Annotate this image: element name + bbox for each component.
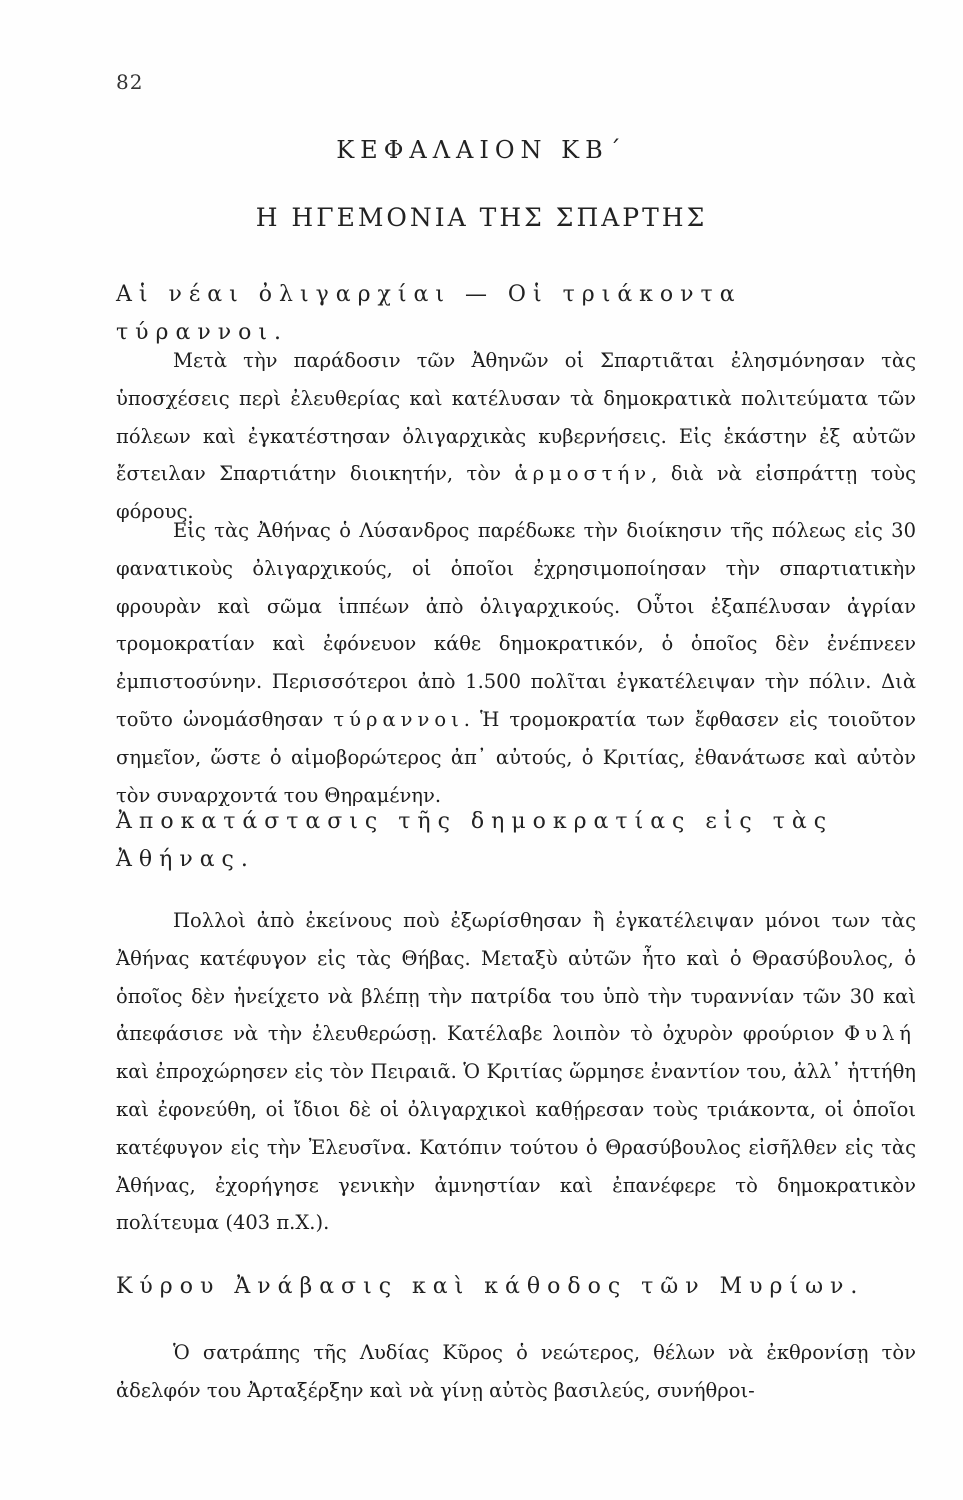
paragraph-text: Πολλοὶ ἀπὸ ἐκείνους ποὺ ἐξωρίσθησαν ἢ ἐγκατέλειψαν μόνοι των τὰς Ἀθήνας κατέφυγον εἰς τὰς Θήβας. Μεταξὺ αὐτῶν ἦτο καὶ ὁ Θρασύβουλος, ὁ ὁποῖος δὲν ἠνείχετο νὰ βλέπῃ τὴν πατρίδα του ὑπὸ τὴν τυραννίαν τῶν 30 καὶ ἀπεφάσισε νὰ τὴν ἐλευθερώσῃ. Κατέλαβε λοιπὸν τὸ ὀχυρὸν φρούριον xyxy=(116,909,916,1046)
paragraph-text: καὶ ἐπροχώρησεν εἰς τὸν Πειραιᾶ. Ὁ Κριτίας ὥρμησε ἐναντίον του, ἀλλ᾿ ἡττήθη καὶ ἐφονεύθη, οἱ ἴδιοι δὲ οἱ ὀλιγαρχικοὶ καθῄρεσαν τοὺς τριάκοντα, οἱ ὁποῖοι κατέφυγον εἰς τὴν Ἐλευσῖνα. Κατόπιν τούτου ὁ Θρασύβουλος εἰσῆλθεν εἰς τὰς Ἀθήνας, ἐχορήγησε γενικὴν ἀμνηστίαν καὶ ἐπανέφερε τὸ δημοκρατικὸν πολίτευμα (403 π.Χ.). xyxy=(116,1060,916,1235)
chapter-heading: ΚΕΦΑΛΑΙΟΝ ΚΒ΄ xyxy=(336,136,627,164)
paragraph-4 xyxy=(116,1334,916,1410)
paragraph-text: Εἰς τὰς Ἀθήνας ὁ Λύσανδρος παρέδωκε τὴν διοίκησιν τῆς πόλεως εἰς 30 φανατικοὺς ὀλιγαρχικούς, οἱ ὁποῖοι ἐχρησιμοποίησαν τὴν σπαρτιατικὴν φρουρὰν καὶ σῶμα ἱππέων ἀπὸ ὀλιγαρχικούς. Οὗτοι ἐξαπέλυσαν ἀγρίαν τρομοκρατίαν καὶ ἐφόνευον κάθε δημοκρατικόν, ὁ ὁποῖος δὲν ἐνέπνεεν ἐμπιστοσύνην. Περισσότεροι ἀπὸ 1.500 πολῖται ἐγκατέλειψαν τὴν πόλιν. Διὰ τοῦτο ὠνομάσθησαν xyxy=(116,519,916,731)
spaced-term: ἁρμοστήν xyxy=(514,462,652,486)
paragraph-3 xyxy=(116,902,916,1242)
spaced-term: Φυλή xyxy=(844,1022,916,1046)
paragraph-1 xyxy=(116,342,916,531)
paragraph-text: . Ἡ τρομοκρατία των ἔφθασεν εἰς τοιοῦτον σημεῖον, ὥστε ὁ αἱμοβορώτερος ἀπ᾿ αὐτούς, ὁ Κριτίας, ἐθανάτωσε καὶ αὐτὸν τὸν συναρχοντά του Θηραμένην. xyxy=(116,707,916,807)
section-heading-oligarchies xyxy=(116,276,916,352)
section-heading-text: Ἀποκατάστασις τῆς δημοκρατίας εἰς τὰς Ἀθήνας. xyxy=(116,809,834,872)
paragraph-text: , διὰ νὰ εἰσπράττῃ τοὺς φόρους. xyxy=(116,462,916,524)
section-heading-text: Αἱ νέαι ὀλιγαρχίαι — Οἱ τριάκοντα τύραννοι. xyxy=(116,282,742,345)
page-number: 82 xyxy=(116,70,144,94)
section-heading-text: Κύρου Ἀνάβασις καὶ κάθοδος τῶν Μυρίων. xyxy=(116,1274,865,1299)
chapter-title: Η ΗΓΕΜΟΝΙΑ ΤΗΣ ΣΠΑΡΤΗΣ xyxy=(255,203,708,232)
section-heading-anabasis xyxy=(116,1268,916,1306)
spaced-term: τύραννοι xyxy=(333,707,464,731)
paragraph-2 xyxy=(116,512,916,814)
paragraph-text: Μετὰ τὴν παράδοσιν τῶν Ἀθηνῶν οἱ Σπαρτιᾶται ἐλησμόνησαν τὰς ὑποσχέσεις περὶ ἐλευθερίας καὶ κατέλυσαν τὰ δημοκρατικὰ πολιτεύματα τῶν πόλεων καὶ ἐγκατέστησαν ὀλιγαρχικὰς κυβερνήσεις. Εἰς ἑκάστην ἐξ αὐτῶν ἔστειλαν Σπαρτιάτην διοικητήν, τὸν xyxy=(116,349,916,486)
section-heading-restoration xyxy=(116,803,916,879)
paragraph-text: Ὁ σατράπης τῆς Λυδίας Κῦρος ὁ νεώτερος, θέλων νὰ ἐκθρονίσῃ τὸν ἀδελφόν του Ἀρταξέρξην καὶ νὰ γίνῃ αὐτὸς βασιλεύς, συνήθροι- xyxy=(116,1341,916,1402)
